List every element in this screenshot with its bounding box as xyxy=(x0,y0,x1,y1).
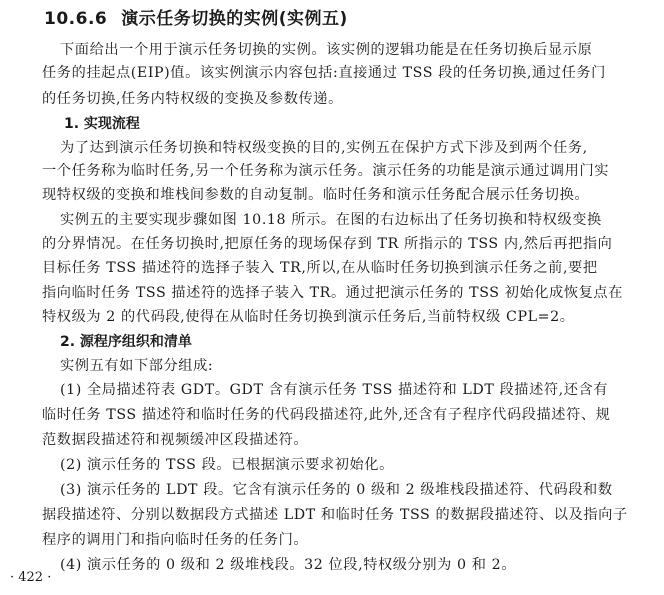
section-title-text: 演示任务切换的实例(实例五) xyxy=(121,9,348,29)
sub1-para2-line-3: 目标任务 TSS 描述符的选择子装入 TR,所以,在从临时任务切换到演示任务之前,要把 xyxy=(42,260,598,276)
subsection-2-heading: 2. 源程序组织和清单 xyxy=(60,334,192,350)
sub2-item3-line-1: (3) 演示任务的 LDT 段。它含有演示任务的 0 级和 2 级堆栈段描述符、代码段和数 xyxy=(60,482,613,498)
intro-line-1: 下面给出一个用于演示任务切换的实例。该实例的逻辑功能是在任务切换后显示原 xyxy=(60,42,593,58)
sub2-item1-line-3: 范数据段描述符和视频缓冲区段描述符。 xyxy=(42,432,309,448)
subsection-1-heading: 1. 实现流程 xyxy=(64,116,140,132)
page-number: · 422 · xyxy=(10,570,52,585)
sub1-para2-line-2: 的分界情况。在任务切换时,把原任务的现场保存到 TR 所指示的 TSS 内,然后再把指向 xyxy=(42,236,613,252)
sub2-item3-line-2: 据段描述符、分别以数据段方式描述 LDT 和临时任务 TSS 的数据段描述符、以及指向子 xyxy=(42,507,628,523)
sub2-item2-line-1: (2) 演示任务的 TSS 段。已根据演示要求初始化。 xyxy=(60,457,394,473)
sub1-para2-line-1: 实例五的主要实现步骤如图 10.18 所示。在图的右边标出了任务切换和特权级变换 xyxy=(60,212,602,228)
sub2-item4-line-1: (4) 演示任务的 0 级和 2 级堆栈段。32 位段,特权级分别为 0 和 2。 xyxy=(60,557,517,573)
sub1-para1-line-1: 为了达到演示任务切换和特权级变换的目的,实例五在保护方式下涉及到两个任务, xyxy=(60,140,588,156)
sub2-item3-line-3: 程序的调用门和指向临时任务的任务门。 xyxy=(42,532,309,548)
sub1-para1-line-3: 现特权级的变换和堆栈间参数的自动复制。临时任务和演示任务配合展示任务切换。 xyxy=(42,187,590,203)
intro-line-3: 的任务切换,任务内特权级的变换及参数传递。 xyxy=(42,91,343,107)
section-title xyxy=(44,4,348,29)
sub2-item1-line-2: 临时任务 TSS 描述符和临时任务的代码段描述符,此外,还含有子程序代码段描述符、规 xyxy=(42,407,611,423)
intro-line-2: 任务的挂起点(EIP)值。该实例演示内容包括:直接通过 TSS 段的任务切换,通过任务门 xyxy=(42,65,606,81)
sub1-para1-line-2: 一个任务称为临时任务,另一个任务称为演示任务。演示任务的功能是演示通过调用门实 xyxy=(42,163,610,179)
sub2-item1-line-1: (1) 全局描述符表 GDT。GDT 含有演示任务 TSS 描述符和 LDT 段描述符,还含有 xyxy=(60,382,609,398)
section-number: 10.6.6 xyxy=(44,9,108,29)
sub2-lead: 实例五有如下部分组成: xyxy=(60,358,214,374)
sub1-para2-line-4: 指向临时任务 TSS 描述符的选择子装入 TR。通过把演示任务的 TSS 初始化成恢复点在 xyxy=(42,285,623,301)
sub1-para2-line-5: 特权级为 2 的代码段,使得在从临时任务切换到演示任务后,当前特权级 CPL=2。 xyxy=(42,309,575,325)
